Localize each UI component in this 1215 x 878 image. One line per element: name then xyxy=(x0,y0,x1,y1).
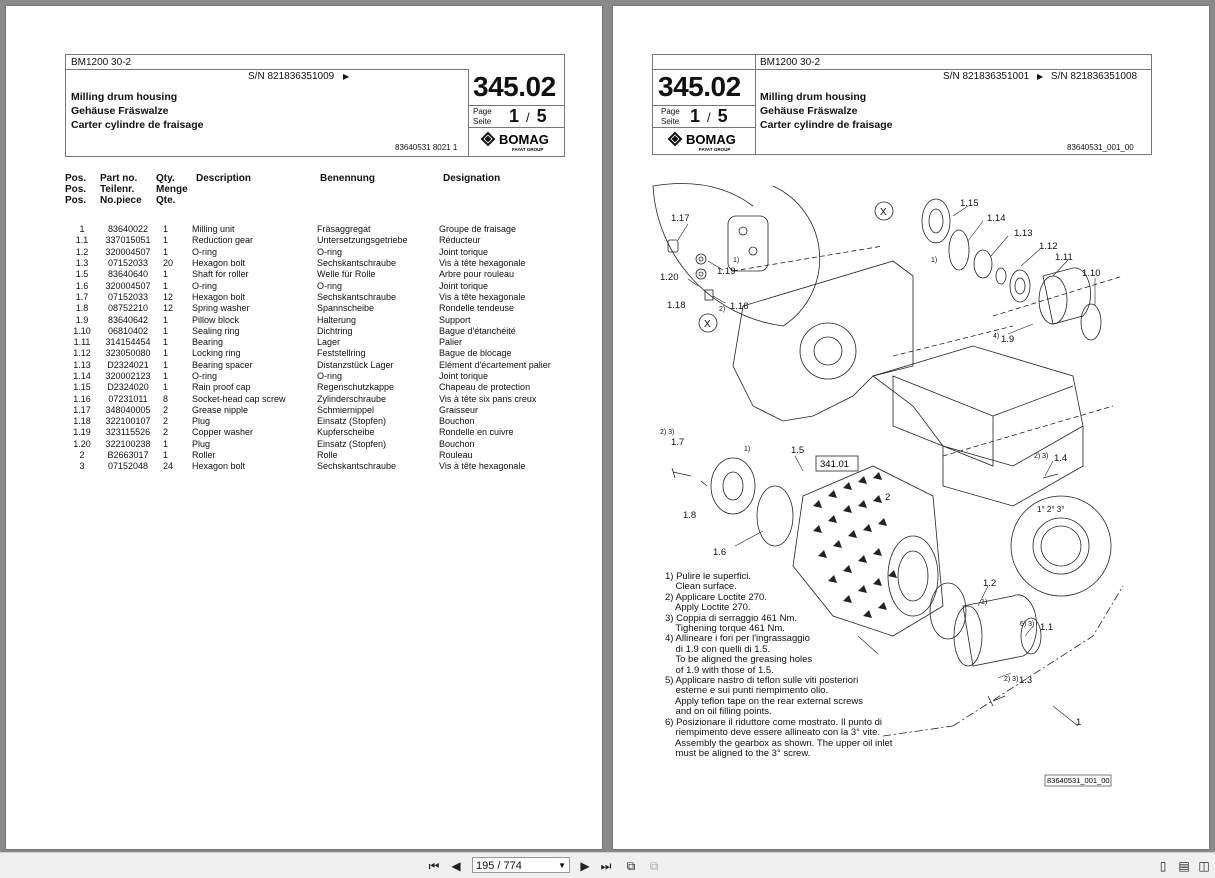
note-line: Assembly the gearbox as shown. The upper oil inlet xyxy=(665,737,893,749)
table-row xyxy=(65,405,569,416)
svg-text:1.2: 1.2 xyxy=(983,578,997,589)
page-indicator: 195 / 774 xyxy=(476,860,522,872)
title-en-right: Milling drum housing xyxy=(760,91,867,103)
qty-cell: 2 xyxy=(163,404,169,415)
part-no-cell: B2663017 xyxy=(107,450,149,461)
designation-cell: Vis à tête six pans creux xyxy=(439,393,537,404)
qty-cell: 12 xyxy=(163,291,174,302)
part-no-cell: 83640022 xyxy=(107,224,149,235)
right-page xyxy=(613,6,1209,849)
part-no-cell: D2324020 xyxy=(107,382,149,393)
note-line: 5) Applicare nastro di teflon sulle viti posteriori xyxy=(665,675,859,687)
svg-text:1.9: 1.9 xyxy=(1001,334,1015,345)
title-fr: Carter cylindre de fraisage xyxy=(71,119,204,131)
note-line: To be aligned the greasing holes xyxy=(665,654,813,666)
benennung-cell: Feststellring xyxy=(317,348,366,359)
qty-cell: 1 xyxy=(163,235,169,246)
col-benennung-header: Benennung xyxy=(320,173,375,184)
note-line: and on oil filling points. xyxy=(665,706,772,718)
svg-text:BOMAG: BOMAG xyxy=(686,132,736,147)
svg-text:6) 3): 6) 3) xyxy=(1020,621,1035,628)
benennung-cell: O-ring xyxy=(317,280,343,291)
qty-cell: 1 xyxy=(163,325,169,336)
qty-cell: 1 xyxy=(163,246,169,257)
svg-text:1.18: 1.18 xyxy=(667,300,686,311)
designation-cell: Groupe de fraisage xyxy=(439,224,517,235)
svg-text:1.11: 1.11 xyxy=(1055,252,1073,263)
housing-outline xyxy=(733,261,913,421)
designation-cell: Bague d'étanchéité xyxy=(439,325,516,336)
svg-text:1.7: 1.7 xyxy=(671,437,685,448)
description-cell: Copper washer xyxy=(192,427,254,438)
table-row xyxy=(65,235,569,246)
qty-cell: 1 xyxy=(163,359,169,370)
designation-cell: Vis à tête hexagonale xyxy=(439,258,526,269)
svg-text:X: X xyxy=(880,207,887,218)
benennung-cell: Rolle xyxy=(317,450,338,461)
designation-cell: Support xyxy=(439,314,471,325)
svg-text:1.5: 1.5 xyxy=(791,445,805,456)
svg-text:1): 1) xyxy=(981,599,988,606)
description-cell: Hexagon bolt xyxy=(192,461,246,472)
description-cell: Bearing spacer xyxy=(192,359,253,370)
description-cell: Hexagon bolt xyxy=(192,258,246,269)
col-pos-header: Pos. Pos. Pos. xyxy=(65,173,87,206)
note-line: Clean surface. xyxy=(665,581,737,593)
designation-cell: Réducteur xyxy=(439,235,481,246)
description-cell: O-ring xyxy=(192,246,218,257)
bomag-logo-right xyxy=(666,131,746,156)
table-row xyxy=(65,269,569,280)
part-no-cell: 07231011 xyxy=(108,393,148,404)
model-label: BM1200 30-2 xyxy=(71,57,132,68)
description-cell: Reduction gear xyxy=(192,235,254,246)
designation-cell: Arbre pour rouleau xyxy=(439,269,515,280)
doc-code: 83640531 8021 1 xyxy=(395,143,458,152)
benennung-cell: Halterung xyxy=(317,314,357,325)
benennung-cell: Spannscheibe xyxy=(317,303,375,314)
qty-cell: 1 xyxy=(163,348,169,359)
note-line: 4) Allineare i fori per l'ingrassaggio xyxy=(665,633,810,645)
serial-number: S/N 821836351009 ▶ xyxy=(248,71,350,82)
viewer-toolbar xyxy=(0,852,1215,878)
qty-cell: 1 xyxy=(163,450,169,461)
arrow-right-icon: ▶ xyxy=(1036,72,1044,81)
qty-cell: 2 xyxy=(163,416,169,427)
part-no-cell: 314154454 xyxy=(105,337,151,348)
designation-cell: Bouchon xyxy=(439,438,475,449)
svg-text:1.15: 1.15 xyxy=(960,198,979,209)
svg-text:1.14: 1.14 xyxy=(987,213,1006,224)
part-no-cell: D2324021 xyxy=(107,359,149,370)
designation-cell: Rondelle en cuivre xyxy=(439,427,514,438)
pos-cell: 1 xyxy=(79,224,85,235)
description-cell: O-ring xyxy=(192,280,218,291)
part-no-cell: 06810402 xyxy=(107,325,149,336)
description-cell: Spring washer xyxy=(192,303,250,314)
benennung-cell: Sechskantschraube xyxy=(317,461,397,472)
benennung-cell: Untersetzungsgetriebe xyxy=(317,235,408,246)
qty-cell: 1 xyxy=(163,337,169,348)
svg-text:1.6: 1.6 xyxy=(713,547,727,558)
svg-text:1.1: 1.1 xyxy=(1040,622,1054,633)
part-no-cell: 320004507 xyxy=(105,246,151,257)
description-cell: Plug xyxy=(192,438,211,449)
note-line: 6) Posizionare il riduttore come mostrato. Il punto di xyxy=(665,716,883,728)
model-label-right: BM1200 30-2 xyxy=(760,57,821,68)
table-row xyxy=(65,371,569,382)
description-cell: Bearing xyxy=(192,337,224,348)
pos-cell: 1.12 xyxy=(73,348,91,359)
col-description-header: Description xyxy=(196,173,252,184)
part-no-cell: 07152033 xyxy=(107,291,149,302)
pos-cell: 1.17 xyxy=(73,404,91,415)
description-cell: Milling unit xyxy=(192,224,235,235)
note-line: 2) Applicare Loctite 270. xyxy=(665,591,767,603)
first-page-button[interactable]: ⏮ xyxy=(428,858,440,873)
benennung-cell: Sechskantschraube xyxy=(317,291,397,302)
table-row xyxy=(65,337,569,348)
svg-text:X: X xyxy=(704,319,711,330)
svg-text:2) 3): 2) 3) xyxy=(660,429,675,436)
part-no-cell: 83640640 xyxy=(107,269,149,280)
pos-cell: 1.16 xyxy=(73,393,91,404)
description-cell: Locking ring xyxy=(192,348,241,359)
benennung-cell: Einsatz (Stopfen) xyxy=(317,438,387,449)
table-row xyxy=(65,303,569,314)
benennung-cell: Fräsaggregat xyxy=(317,224,371,235)
chevron-down-icon: ▼ xyxy=(558,861,566,870)
designation-cell: Vis à tête hexagonale xyxy=(439,461,526,472)
col-qty-header: Qty. Menge Qte. xyxy=(156,173,188,206)
qty-cell: 20 xyxy=(163,258,174,269)
qty-cell: 1 xyxy=(163,371,169,381)
svg-text:1° 2° 3°: 1° 2° 3° xyxy=(1037,505,1065,514)
svg-text:1.3: 1.3 xyxy=(1019,675,1033,686)
qty-cell: 1 xyxy=(163,280,169,291)
last-page-button[interactable]: ⏭ xyxy=(600,858,612,873)
two-page-view-icon[interactable]: ◫ xyxy=(1198,859,1210,873)
designation-cell: Palier xyxy=(439,337,463,348)
page-number: 345.02 xyxy=(473,71,556,102)
description-cell: Roller xyxy=(192,450,216,461)
svg-text:1.16: 1.16 xyxy=(730,301,749,312)
pos-cell: 1.1 xyxy=(75,235,89,246)
pos-cell: 1.2 xyxy=(75,246,89,257)
svg-text:4): 4) xyxy=(993,333,1000,340)
benennung-cell: Regenschutzkappe xyxy=(317,382,395,393)
page-fraction-right: 1 / 5 xyxy=(690,106,728,126)
part-no-cell: 337015051 xyxy=(105,235,151,246)
col-designation-header: Designation xyxy=(443,173,501,184)
note-line: Apply teflon tape on the rear external screws xyxy=(665,695,864,707)
qty-cell: 1 xyxy=(163,382,169,393)
part-no-cell: 323115526 xyxy=(105,427,151,438)
svg-text:1): 1) xyxy=(744,446,751,453)
table-row xyxy=(65,224,569,235)
assembly-notes xyxy=(665,572,892,759)
previous-page-button[interactable]: ◀ xyxy=(451,859,461,873)
svg-text:1: 1 xyxy=(1076,717,1082,728)
designation-cell: Bague de blocage xyxy=(439,348,512,359)
table-row xyxy=(65,393,569,404)
svg-text:2) 3): 2) 3) xyxy=(1004,676,1019,683)
table-row xyxy=(65,382,569,393)
benennung-cell: Sechskantschraube xyxy=(317,258,397,269)
qty-cell: 8 xyxy=(163,393,169,404)
svg-text:1.4: 1.4 xyxy=(1054,453,1068,464)
table-row xyxy=(65,360,569,371)
designation-cell: Rondelle tendeuse xyxy=(439,303,515,314)
note-line: Tighening torque 461 Nm. xyxy=(665,623,785,635)
description-cell: Hexagon bolt xyxy=(192,291,246,302)
benennung-cell: Schmiernippel xyxy=(317,404,375,415)
pos-cell: 1.19 xyxy=(73,427,91,438)
svg-text:1.13: 1.13 xyxy=(1014,228,1033,239)
svg-text:341.01: 341.01 xyxy=(820,459,850,470)
serial-range: S/N 821836351001 ▶ S/N 821836351008 xyxy=(943,71,1138,82)
pos-cell: 1.9 xyxy=(75,314,89,325)
qty-cell: 12 xyxy=(163,303,174,314)
title-fr-right: Carter cylindre de fraisage xyxy=(760,119,893,131)
pos-cell: 1.20 xyxy=(73,438,91,449)
note-line: di 1.9 con quelli di 1.5. xyxy=(665,643,771,655)
svg-text:1): 1) xyxy=(931,257,938,264)
qty-cell: 1 xyxy=(163,269,169,280)
pos-cell: 1.5 xyxy=(75,269,89,280)
benennung-cell: O-ring xyxy=(317,371,343,381)
title-de: Gehäuse Fräswalze xyxy=(71,105,169,117)
parts-table xyxy=(65,224,569,473)
bomag-logo xyxy=(479,131,559,156)
pos-cell: 1.10 xyxy=(73,325,91,336)
note-line: must be aligned to the 3° screw. xyxy=(665,747,811,759)
benennung-cell: Welle für Rolle xyxy=(317,269,376,280)
svg-text:83640531_001_00: 83640531_001_00 xyxy=(1047,776,1110,785)
description-cell: O-ring xyxy=(192,371,218,381)
svg-text:FAYAT GROUP: FAYAT GROUP xyxy=(699,147,731,152)
note-line: of 1.9 with those of 1.5. xyxy=(665,664,774,676)
description-cell: Sealing ring xyxy=(192,325,240,336)
part-no-cell: 07152048 xyxy=(107,461,149,472)
note-line: 1) Pulire le superfici. xyxy=(665,571,752,582)
doc-code-right: 83640531_001_00 xyxy=(1067,143,1134,152)
part-no-cell: 322100107 xyxy=(105,416,151,427)
table-row xyxy=(65,427,569,438)
table-row xyxy=(65,461,569,472)
pos-cell: 1.11 xyxy=(73,337,91,348)
table-row xyxy=(65,247,569,258)
pos-cell: 1.7 xyxy=(75,291,89,302)
qty-cell: 1 xyxy=(163,314,169,325)
left-page xyxy=(6,6,602,849)
part-no-cell: 07152033 xyxy=(107,258,149,269)
title-en: Milling drum housing xyxy=(71,91,178,103)
next-page-button[interactable]: ▶ xyxy=(580,859,590,873)
pos-cell: 1.14 xyxy=(73,371,91,381)
benennung-cell: Lager xyxy=(317,337,341,348)
pos-cell: 1.6 xyxy=(75,280,89,291)
page-number-right: 345.02 xyxy=(658,71,741,102)
pos-cell: 3 xyxy=(79,461,85,472)
description-cell: Plug xyxy=(192,416,211,427)
pos-cell: 1.13 xyxy=(73,359,91,370)
description-cell: Pillow block xyxy=(192,314,240,325)
description-cell: Rain proof cap xyxy=(192,382,251,393)
page-select[interactable] xyxy=(472,857,570,873)
qty-cell: 1 xyxy=(163,438,169,449)
pos-cell: 1.8 xyxy=(75,303,89,314)
benennung-cell: Zylinderschraube xyxy=(317,393,387,404)
svg-text:1.12: 1.12 xyxy=(1039,241,1058,252)
part-no-cell: 08752210 xyxy=(107,303,149,314)
description-cell: Socket-head cap screw xyxy=(192,393,286,404)
svg-text:2) 3): 2) 3) xyxy=(1034,453,1049,460)
page-label: Page Seite xyxy=(473,107,492,126)
title-de-right: Gehäuse Fräswalze xyxy=(760,105,858,117)
table-row xyxy=(65,258,569,269)
designation-cell: Bouchon xyxy=(439,416,475,427)
benennung-cell: Distanzstück Lager xyxy=(317,359,394,370)
pos-cell: 1.3 xyxy=(75,258,89,269)
table-row xyxy=(65,292,569,303)
table-row xyxy=(65,314,569,325)
designation-cell: Chapeau de protection xyxy=(439,382,531,393)
benennung-cell: Einsatz (Stopfen) xyxy=(317,416,387,427)
note-line: riempimento deve essere allineato con la 3° vite. xyxy=(665,727,881,739)
benennung-cell: Dichtring xyxy=(317,325,353,336)
table-row xyxy=(65,280,569,291)
benennung-cell: Kupferscheibe xyxy=(317,427,375,438)
col-part-header: Part no. Teilenr. No.piece xyxy=(100,173,142,206)
qty-cell: 1 xyxy=(163,224,169,235)
designation-cell: Joint torique xyxy=(439,280,489,291)
right-header-box xyxy=(652,54,1152,155)
description-cell: Shaft for roller xyxy=(192,269,249,280)
part-no-cell: 83640642 xyxy=(107,314,149,325)
part-no-cell: 320002123 xyxy=(105,371,151,381)
svg-text:1.10: 1.10 xyxy=(1082,268,1101,279)
svg-text:1): 1) xyxy=(733,257,740,264)
designation-cell: Elément d'écartement palier xyxy=(439,359,551,370)
table-row xyxy=(65,439,569,450)
svg-text:1.8: 1.8 xyxy=(683,510,697,521)
svg-text:2): 2) xyxy=(719,306,726,313)
designation-cell: Joint torique xyxy=(439,371,489,381)
page-label-right: Page Seite xyxy=(661,107,680,126)
pos-cell: 2 xyxy=(79,450,85,461)
table-row xyxy=(65,326,569,337)
qty-cell: 2 xyxy=(163,427,169,438)
figure-code xyxy=(1045,775,1111,786)
note-line: Apply Loctite 270. xyxy=(665,602,751,614)
svg-text:1.20: 1.20 xyxy=(660,272,679,283)
continuous-view-icon[interactable]: ▤ xyxy=(1178,859,1190,873)
pos-cell: 1.15 xyxy=(73,382,91,393)
part-no-cell: 322100238 xyxy=(105,438,151,449)
note-line: esterne e sui punti riempimento olio. xyxy=(665,685,829,697)
svg-text:FAYAT GROUP: FAYAT GROUP xyxy=(512,147,544,152)
qty-cell: 24 xyxy=(163,461,174,472)
table-row xyxy=(65,348,569,359)
single-page-view-icon[interactable]: ▯ xyxy=(1159,859,1167,873)
benennung-cell: O-ring xyxy=(317,246,343,257)
arrow-right-icon: ▶ xyxy=(342,72,350,81)
designation-cell: Graisseur xyxy=(439,404,479,415)
left-header-box xyxy=(65,54,565,157)
designation-cell: Joint torique xyxy=(439,246,489,257)
rotate-view-icon[interactable]: ⧉ xyxy=(626,858,636,873)
part-no-cell: 320004507 xyxy=(105,280,151,291)
pos-cell: 1.18 xyxy=(73,416,91,427)
table-row xyxy=(65,450,569,461)
part-no-cell: 323050080 xyxy=(105,348,151,359)
svg-text:1.17: 1.17 xyxy=(671,213,690,224)
part-no-cell: 348040005 xyxy=(105,404,151,415)
table-row xyxy=(65,416,569,427)
designation-cell: Rouleau xyxy=(439,450,473,461)
svg-text:2: 2 xyxy=(885,492,891,503)
description-cell: Grease nipple xyxy=(192,404,249,415)
svg-text:1.19: 1.19 xyxy=(717,266,736,277)
copy-page-icon[interactable]: ⧉ xyxy=(649,858,659,873)
note-line: 3) Coppia di serraggio 461 Nm. xyxy=(665,612,798,624)
designation-cell: Vis à tête hexagonale xyxy=(439,291,526,302)
svg-text:BOMAG: BOMAG xyxy=(499,132,549,147)
page-fraction: 1 / 5 xyxy=(509,106,547,126)
ref-box-341-01 xyxy=(816,456,858,471)
